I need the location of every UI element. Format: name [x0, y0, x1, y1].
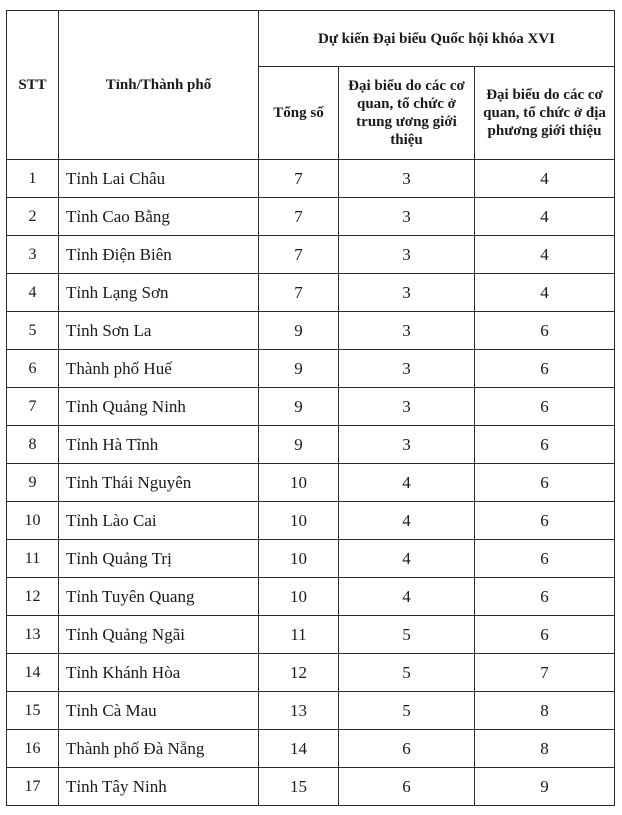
- cell-province: Tỉnh Quảng Ninh: [59, 388, 259, 426]
- cell-local: 7: [475, 654, 615, 692]
- table-row: [7, 426, 615, 464]
- cell-province: Tỉnh Lạng Sơn: [59, 274, 259, 312]
- table-row: [7, 578, 615, 616]
- cell-local: 6: [475, 616, 615, 654]
- table-body: [7, 160, 615, 806]
- table-row: [7, 616, 615, 654]
- cell-total: 7: [259, 160, 339, 198]
- cell-local: 6: [475, 578, 615, 616]
- cell-local: 9: [475, 768, 615, 806]
- cell-total: 14: [259, 730, 339, 768]
- cell-province: Tỉnh Tây Ninh: [59, 768, 259, 806]
- cell-central: 6: [339, 768, 475, 806]
- header-group: Dự kiến Đại biểu Quốc hội khóa XVI: [259, 11, 615, 67]
- cell-central: 3: [339, 274, 475, 312]
- table-row: [7, 464, 615, 502]
- header-province: Tỉnh/Thành phố: [59, 11, 259, 160]
- cell-local: 8: [475, 692, 615, 730]
- cell-total: 9: [259, 312, 339, 350]
- cell-total: 7: [259, 236, 339, 274]
- table-row: [7, 730, 615, 768]
- cell-stt: 11: [7, 540, 59, 578]
- cell-stt: 12: [7, 578, 59, 616]
- header-local: Đại biểu do các cơ quan, tổ chức ở địa phương giới thiệu: [475, 67, 615, 160]
- cell-local: 6: [475, 502, 615, 540]
- cell-local: 6: [475, 464, 615, 502]
- cell-central: 3: [339, 198, 475, 236]
- header-central: Đại biểu do các cơ quan, tổ chức ở trung ương giới thiệu: [339, 67, 475, 160]
- cell-stt: 13: [7, 616, 59, 654]
- cell-stt: 17: [7, 768, 59, 806]
- cell-stt: 15: [7, 692, 59, 730]
- cell-stt: 16: [7, 730, 59, 768]
- cell-stt: 14: [7, 654, 59, 692]
- table-row: [7, 388, 615, 426]
- header-row-top: [7, 11, 615, 67]
- cell-province: Tỉnh Thái Nguyên: [59, 464, 259, 502]
- cell-local: 4: [475, 236, 615, 274]
- cell-total: 9: [259, 350, 339, 388]
- table-row: [7, 768, 615, 806]
- table-row: [7, 274, 615, 312]
- table-row: [7, 540, 615, 578]
- cell-total: 7: [259, 274, 339, 312]
- cell-central: 3: [339, 236, 475, 274]
- header-stt: STT: [7, 11, 59, 160]
- cell-local: 4: [475, 198, 615, 236]
- cell-local: 6: [475, 350, 615, 388]
- cell-central: 6: [339, 730, 475, 768]
- cell-stt: 8: [7, 426, 59, 464]
- cell-total: 7: [259, 198, 339, 236]
- cell-central: 3: [339, 160, 475, 198]
- cell-province: Tỉnh Quảng Trị: [59, 540, 259, 578]
- cell-province: Tỉnh Lào Cai: [59, 502, 259, 540]
- cell-stt: 1: [7, 160, 59, 198]
- cell-province: Tỉnh Sơn La: [59, 312, 259, 350]
- cell-local: 6: [475, 540, 615, 578]
- cell-stt: 9: [7, 464, 59, 502]
- cell-total: 9: [259, 388, 339, 426]
- cell-province: Tỉnh Lai Châu: [59, 160, 259, 198]
- cell-central: 3: [339, 426, 475, 464]
- cell-stt: 4: [7, 274, 59, 312]
- cell-local: 4: [475, 274, 615, 312]
- cell-local: 6: [475, 388, 615, 426]
- cell-local: 4: [475, 160, 615, 198]
- cell-central: 4: [339, 464, 475, 502]
- cell-central: 3: [339, 312, 475, 350]
- table-row: [7, 160, 615, 198]
- cell-stt: 3: [7, 236, 59, 274]
- cell-central: 4: [339, 502, 475, 540]
- cell-province: Tỉnh Tuyên Quang: [59, 578, 259, 616]
- cell-stt: 2: [7, 198, 59, 236]
- cell-total: 13: [259, 692, 339, 730]
- cell-total: 15: [259, 768, 339, 806]
- cell-province: Tỉnh Điện Biên: [59, 236, 259, 274]
- cell-total: 12: [259, 654, 339, 692]
- cell-total: 9: [259, 426, 339, 464]
- table-row: [7, 692, 615, 730]
- cell-central: 5: [339, 654, 475, 692]
- cell-province: Thành phố Huế: [59, 350, 259, 388]
- cell-local: 8: [475, 730, 615, 768]
- cell-total: 10: [259, 502, 339, 540]
- cell-province: Thành phố Đà Nẵng: [59, 730, 259, 768]
- cell-province: Tỉnh Cà Mau: [59, 692, 259, 730]
- cell-central: 5: [339, 616, 475, 654]
- cell-central: 4: [339, 540, 475, 578]
- table-row: [7, 312, 615, 350]
- cell-central: 4: [339, 578, 475, 616]
- cell-central: 3: [339, 388, 475, 426]
- table-header: [7, 11, 615, 160]
- table-row: [7, 198, 615, 236]
- cell-total: 10: [259, 464, 339, 502]
- cell-stt: 5: [7, 312, 59, 350]
- cell-total: 10: [259, 578, 339, 616]
- cell-province: Tỉnh Khánh Hòa: [59, 654, 259, 692]
- table-row: [7, 502, 615, 540]
- cell-stt: 10: [7, 502, 59, 540]
- cell-province: Tỉnh Cao Bằng: [59, 198, 259, 236]
- delegate-table: [6, 10, 615, 806]
- cell-local: 6: [475, 426, 615, 464]
- cell-total: 10: [259, 540, 339, 578]
- header-total: Tổng số: [259, 67, 339, 160]
- table-row: [7, 236, 615, 274]
- cell-central: 5: [339, 692, 475, 730]
- table-row: [7, 654, 615, 692]
- cell-central: 3: [339, 350, 475, 388]
- cell-province: Tỉnh Quảng Ngãi: [59, 616, 259, 654]
- cell-stt: 7: [7, 388, 59, 426]
- cell-stt: 6: [7, 350, 59, 388]
- cell-province: Tỉnh Hà Tĩnh: [59, 426, 259, 464]
- table-row: [7, 350, 615, 388]
- cell-local: 6: [475, 312, 615, 350]
- cell-total: 11: [259, 616, 339, 654]
